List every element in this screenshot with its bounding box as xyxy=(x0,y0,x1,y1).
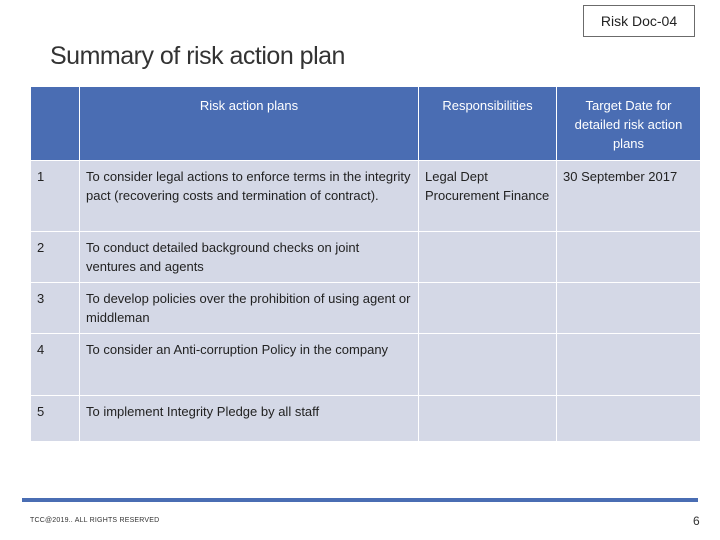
table-row xyxy=(31,334,701,396)
row-number: 5 xyxy=(31,396,80,442)
risk-action-table xyxy=(30,86,701,442)
row-plan: To consider an Anti-corruption Policy in the company xyxy=(80,334,419,396)
table-row xyxy=(31,232,701,283)
page-title: Summary of risk action plan xyxy=(50,42,345,70)
table-row xyxy=(31,161,701,232)
table-row xyxy=(31,283,701,334)
row-number: 4 xyxy=(31,334,80,396)
row-responsibility xyxy=(419,334,557,396)
row-target-date xyxy=(557,232,701,283)
row-target-date xyxy=(557,283,701,334)
document-tag: Risk Doc-04 xyxy=(583,5,695,37)
row-number: 3 xyxy=(31,283,80,334)
row-number: 2 xyxy=(31,232,80,283)
row-plan: To consider legal actions to enforce terms in the integrity pact (recovering costs and termination of contract). xyxy=(80,161,419,232)
header-number xyxy=(31,87,80,161)
row-responsibility xyxy=(419,396,557,442)
row-target-date: 30 September 2017 xyxy=(557,161,701,232)
table-header-row xyxy=(31,87,701,161)
row-plan: To develop policies over the prohibition of using agent or middleman xyxy=(80,283,419,334)
footer-divider xyxy=(22,498,698,502)
header-risk-action-plans: Risk action plans xyxy=(80,87,419,161)
row-target-date xyxy=(557,396,701,442)
row-responsibility xyxy=(419,232,557,283)
row-responsibility: Legal Dept Procurement Finance xyxy=(419,161,557,232)
page-number: 6 xyxy=(693,514,700,528)
table-row xyxy=(31,396,701,442)
header-responsibilities: Responsibilities xyxy=(419,87,557,161)
row-responsibility xyxy=(419,283,557,334)
header-target-date: Target Date for detailed risk action plans xyxy=(557,87,701,161)
row-number: 1 xyxy=(31,161,80,232)
row-plan: To conduct detailed background checks on joint ventures and agents xyxy=(80,232,419,283)
row-plan: To implement Integrity Pledge by all staff xyxy=(80,396,419,442)
footer-copyright: TCC@2019.. ALL RIGHTS RESERVED xyxy=(30,517,160,524)
row-target-date xyxy=(557,334,701,396)
